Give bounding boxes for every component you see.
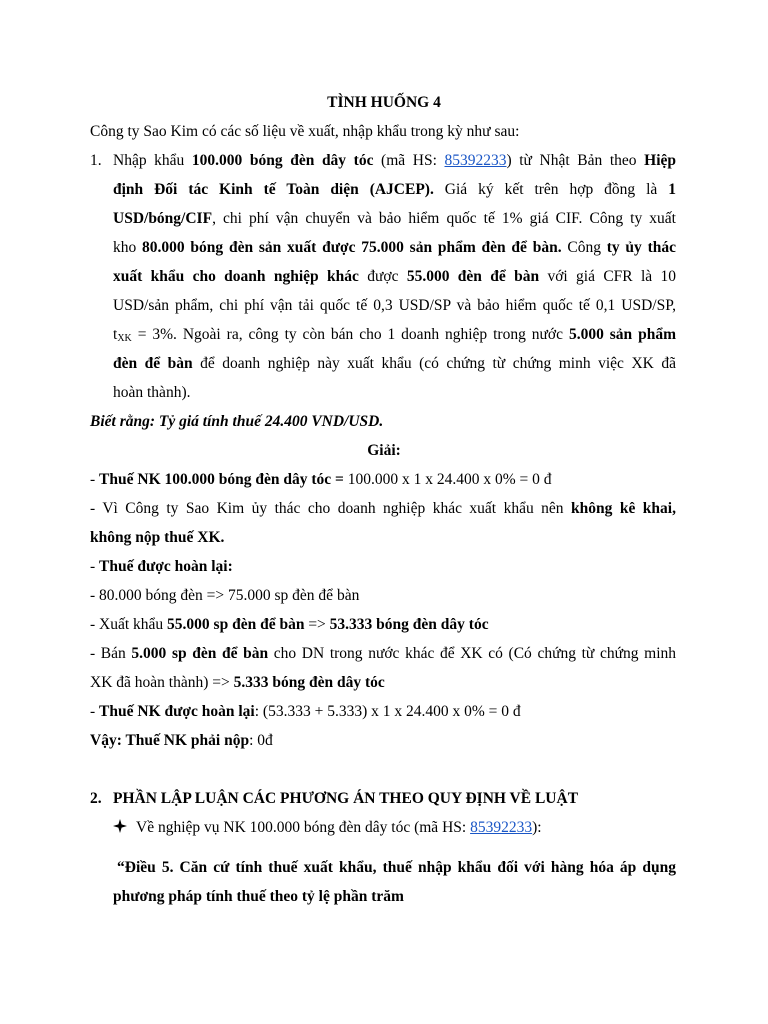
quote-line-2: phương pháp tính thuế theo tỷ lệ phần trăm <box>113 888 404 905</box>
solution-line-4: - Thuế được hoàn lại: <box>90 558 233 575</box>
solution-line-3: không nộp thuế XK. <box>90 529 225 546</box>
quote-line-1: “Điều 5. Căn cứ tính thuế xuất khẩu, thuế nhập khẩu đối với hàng hóa áp dụng <box>117 859 676 876</box>
item1-line1: Nhập khẩu 100.000 bóng đèn dây tóc (mã HS: 85392233) từ Nhật Bản theo Hiệp <box>113 152 677 169</box>
solution-heading: Giải: <box>367 442 401 459</box>
item1-line5: xuất khẩu cho doanh nghiệp khác được 55.000 đèn để bàn với giá CFR là 10 <box>113 268 676 285</box>
solution-line-8: XK đã hoàn thành) => 5.333 bóng đèn dây tóc <box>90 674 385 691</box>
section2-number: 2. <box>90 790 102 807</box>
solution-conclusion: Vậy: Thuế NK phải nộp: 0đ <box>90 732 273 749</box>
item1-line6: USD/sản phẩm, chi phí vận tải quốc tế 0,3 USD/SP và bảo hiểm quốc tế 0,1 USD/SP, <box>113 297 676 314</box>
item1-line2: định Đối tác Kinh tế Toàn diện (AJCEP). Giá ký kết trên hợp đồng là 1 <box>113 181 676 198</box>
page-title: TÌNH HUỐNG 4 <box>327 94 441 111</box>
item1-line3: USD/bóng/CIF, chi phí vận chuyển và bảo hiểm quốc tế 1% giá CIF. Công ty xuất <box>113 210 676 227</box>
solution-line-6: - Xuất khẩu 55.000 sp đèn để bàn => 53.333 bóng đèn dây tóc <box>90 616 489 633</box>
item1-line9: hoàn thành). <box>113 384 191 401</box>
exchange-rate-note: Biết rằng: Tỷ giá tính thuế 24.400 VND/USD. <box>90 413 384 430</box>
section2-heading: PHẦN LẬP LUẬN CÁC PHƯƠNG ÁN THEO QUY ĐỊNH VỀ LUẬT <box>113 790 579 807</box>
item1-line7: $t_{XK} = 3\%$. Ngoài ra, công ty còn bán cho 1 doanh nghiệp trong nước 5.000 sản phẩm <box>113 326 676 344</box>
diamond-bullet-icon <box>113 819 127 838</box>
hs-code-link[interactable]: 85392233 <box>444 152 507 169</box>
solution-line-2: - Vì Công ty Sao Kim ủy thác cho doanh nghiệp khác xuất khẩu nên không kê khai, <box>90 500 676 517</box>
solution-line-5: - 80.000 bóng đèn => 75.000 sp đèn để bàn <box>90 587 360 604</box>
intro-line: Công ty Sao Kim có các số liệu về xuất, nhập khẩu trong kỳ như sau: <box>90 123 520 140</box>
solution-line-9: - Thuế NK được hoàn lại: (53.333 + 5.333) x 1 x 24.400 x 0% = 0 đ <box>90 703 521 720</box>
item1-number: 1. <box>90 152 102 169</box>
solution-line-7: - Bán 5.000 sp đèn để bàn cho DN trong nước khác để XK có (Có chứng từ chứng minh <box>90 645 676 662</box>
section2-bullet-text: Về nghiệp vụ NK 100.000 bóng đèn dây tóc (mã HS: 85392233): <box>136 819 542 836</box>
solution-line-1: - Thuế NK 100.000 bóng đèn dây tóc = 100.000 x 1 x 24.400 x 0% = 0 đ <box>90 471 552 488</box>
hs-code-link-2[interactable]: 85392233 <box>470 819 533 836</box>
item1-line4: kho 80.000 bóng đèn sản xuất được 75.000 sản phẩm đèn để bàn. Công ty ủy thác <box>113 239 676 256</box>
item1-line8: đèn để bàn để doanh nghiệp này xuất khẩu (có chứng từ chứng minh việc XK đã <box>113 355 676 372</box>
